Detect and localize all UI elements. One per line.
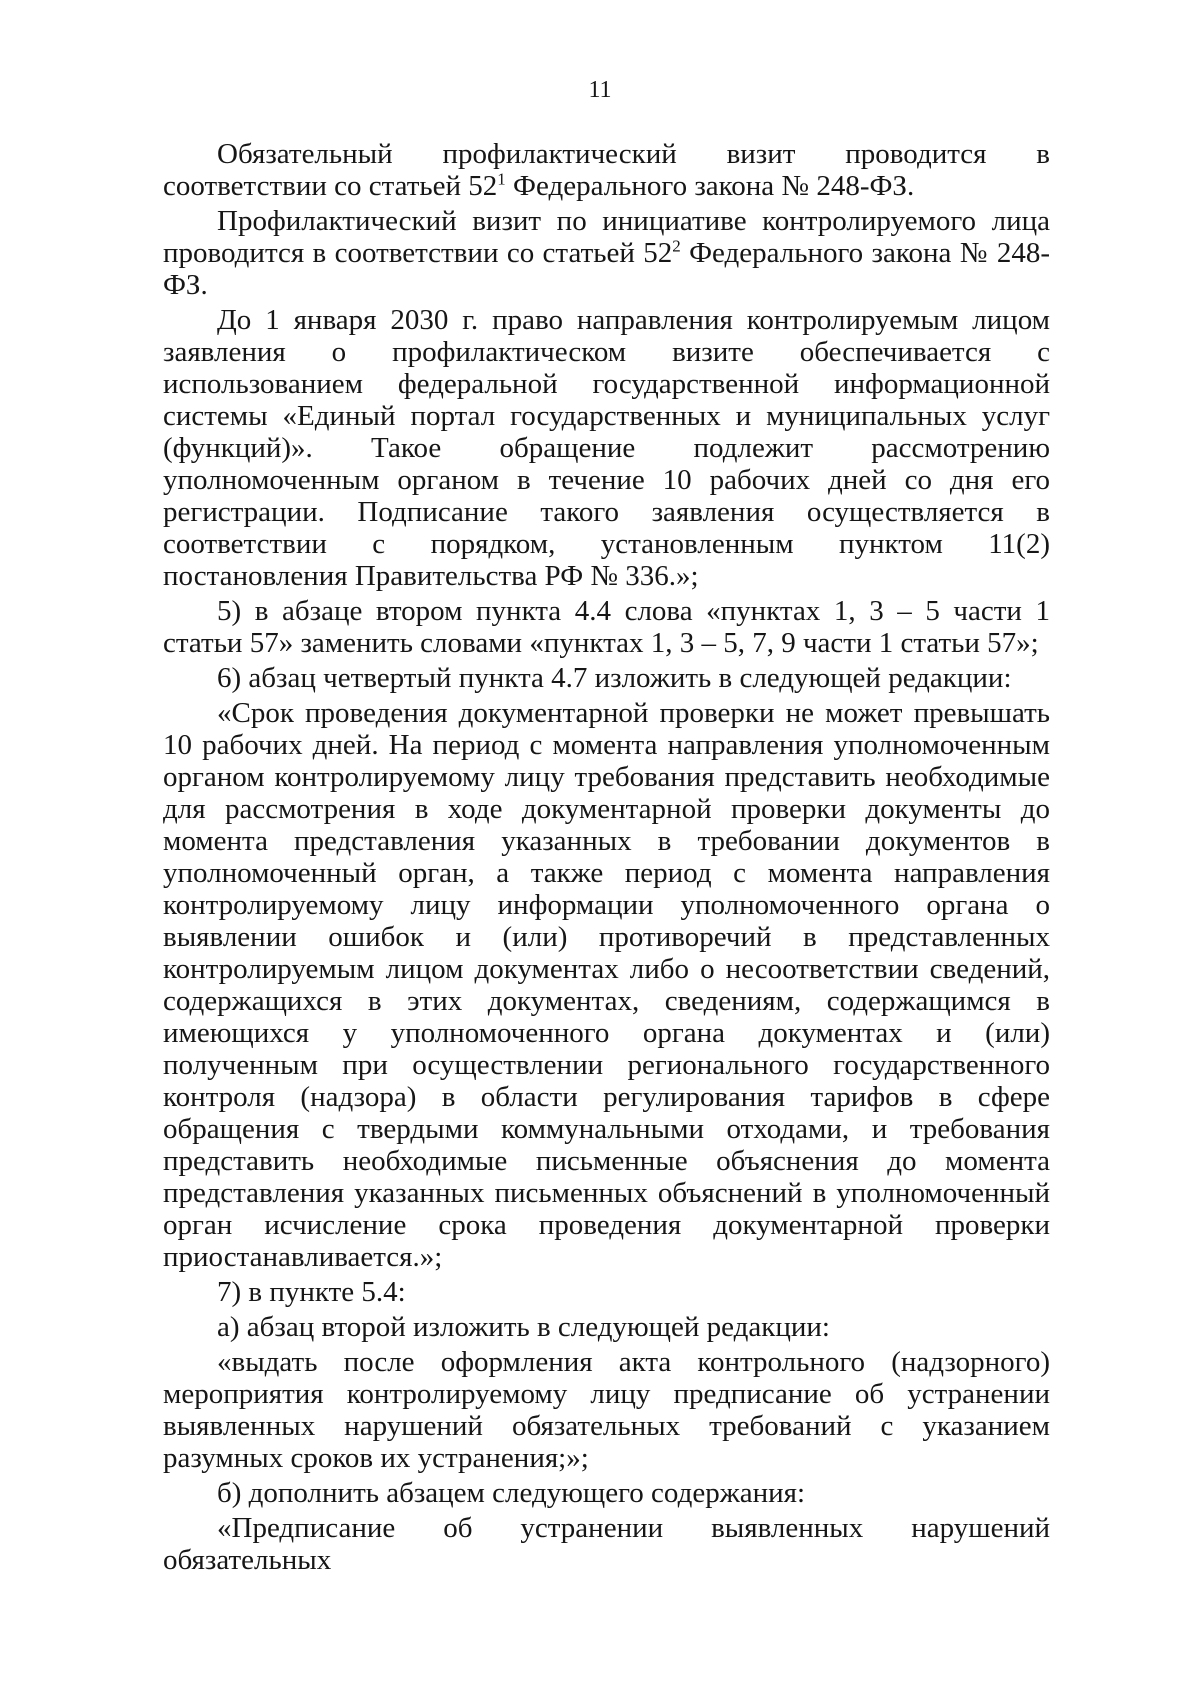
paragraph-item-6: 6) абзац четвертый пункта 4.7 изложить в следующей редакции: [217, 662, 1012, 694]
paragraph-issue-order: «выдать после оформления акта контрольного (надзорного) мероприятия контролируемому лицу предписание об устранении выявленных нарушений обязательных требований с указанием разумных сроков их устранения;»; [163, 1346, 1050, 1474]
paragraph-documentary-check: «Срок проведения документарной проверки не может превышать 10 рабочих дней. На период с момента направления уполномоченным органом контролируемому лицу требования представить необходимые для рассмотрения в ходе документарной проверки документы до момента представления указанных в требовании документов в уполномоченный орган, а также период с момента направления контролируемому лицу информации уполномоченного органа о выявлении ошибок и (или) противоречий в представленных контролируемым лицом документах либо о несоответствии сведений, содержащихся в этих документах, сведениям, содержащимся в имеющихся у уполномоченного органа документах и (или) полученным при осуществлении регионального государственного контроля (надзора) в области регулирования тарифов в сфере обращения с твердыми коммунальными отходами, и требования представить необходимые письменные объяснения до момента представления указанных письменных объяснений в уполномоченный орган исчисление срока проведения документарной проверки приостанавливается.»; [163, 697, 1050, 1273]
paragraph-item-5: 5) в абзаце втором пункта 4.4 слова «пунктах 1, 3 – 5 части 1 статьи 57» заменить словами «пунктах 1, 3 – 5, 7, 9 части 1 статьи 57»; [163, 595, 1050, 659]
paragraph-item-7: 7) в пункте 5.4: [217, 1276, 406, 1308]
page-number: 11 [588, 77, 612, 103]
paragraph-mandatory-visit [163, 138, 1050, 205]
paragraph-initiative-visit [163, 205, 1050, 304]
superscript: 2 [672, 236, 681, 256]
paragraph-until-2030: До 1 января 2030 г. право направления контролируемым лицом заявления о профилактическом визите обеспечивается с использованием федеральной государственной информационной системы «Единый портал государственных и муниципальных услуг (функций)». Такое обращение подлежит рассмотрению уполномоченным органом в течение 10 рабочих дней со дня его регистрации. Подписание такого заявления осуществляется в соответствии с порядком, установленным пунктом 11(2) постановления Правительства РФ № 336.»; [163, 304, 1050, 592]
superscript: 1 [497, 169, 506, 189]
paragraph-item-7b: б) дополнить абзацем следующего содержания: [217, 1477, 806, 1509]
paragraph-order-start: «Предписание об устранении выявленных нарушений обязательных [163, 1512, 1050, 1576]
document-body [163, 138, 1050, 1579]
paragraph-text: Профилактический визит по инициативе контролируемого лица проводится в соответствии со статьей 52 [163, 205, 1050, 269]
paragraph-text: Обязательный профилактический визит проводится в соответствии со статьей 52 [163, 138, 1050, 202]
paragraph-text: Федерального закона № 248-ФЗ. [163, 237, 1050, 301]
paragraph-text: Федерального закона № 248-ФЗ. [505, 170, 915, 202]
paragraph-item-7a: а) абзац второй изложить в следующей редакции: [217, 1311, 830, 1343]
